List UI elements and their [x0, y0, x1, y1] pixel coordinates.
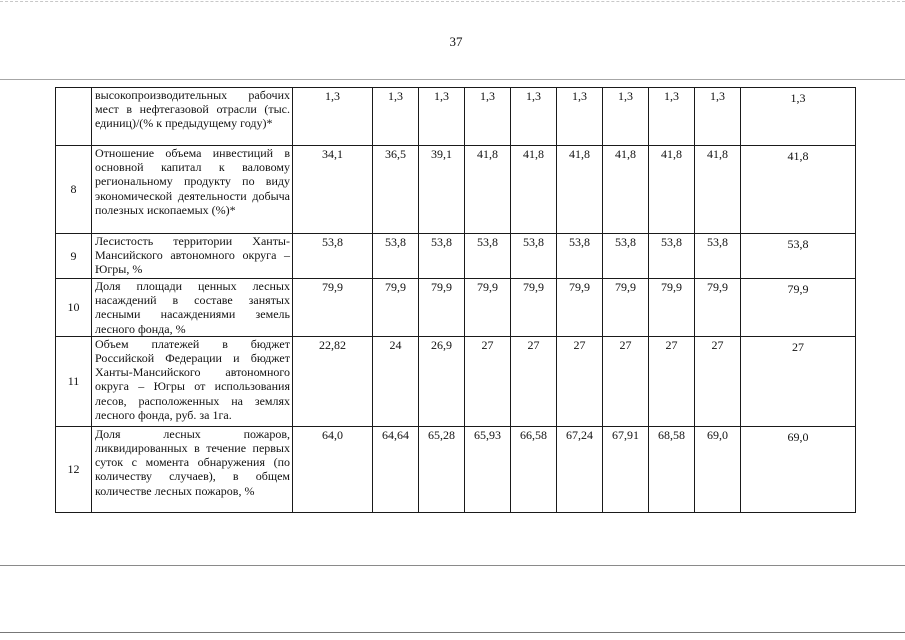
page-lower-rule	[0, 565, 905, 566]
indicator-value-cell: 53,8	[293, 234, 373, 279]
indicator-description: высокопроизводительных рабочих мест в нефтегазовой отрасли (тыс. единиц)/(% к предыдущему году)*	[92, 88, 293, 146]
indicator-value-cell: 66,58	[511, 426, 557, 512]
indicator-description: Доля лесных пожаров, ликвидированных в течение первых суток с момента обнаружения (по количеству случаев), в общем количестве лесных пожаров, %	[92, 426, 293, 512]
table-row	[56, 336, 856, 426]
indicator-value-cell: 65,93	[465, 426, 511, 512]
indicator-value-cell: 41,8	[557, 146, 603, 234]
indicator-value-cell: 27	[695, 336, 741, 426]
row-number: 9	[56, 234, 92, 279]
indicator-value-cell: 39,1	[419, 146, 465, 234]
indicator-value-cell: 27	[557, 336, 603, 426]
indicator-value-cell: 1,3	[557, 88, 603, 146]
indicator-value-cell: 79,9	[741, 279, 856, 337]
indicator-value-cell: 53,8	[511, 234, 557, 279]
indicator-value-cell: 64,0	[293, 426, 373, 512]
indicator-value-cell: 69,0	[741, 426, 856, 512]
table-row	[56, 146, 856, 234]
indicator-value-cell: 67,91	[603, 426, 649, 512]
indicators-table	[55, 87, 856, 513]
indicator-value-cell: 41,8	[465, 146, 511, 234]
indicator-value-cell: 1,3	[465, 88, 511, 146]
indicator-value-cell: 41,8	[741, 146, 856, 234]
indicator-value-cell: 34,1	[293, 146, 373, 234]
indicator-value-cell: 27	[465, 336, 511, 426]
table-row	[56, 88, 856, 146]
indicator-value-cell: 79,9	[649, 279, 695, 337]
indicator-value-cell: 1,3	[373, 88, 419, 146]
indicator-value-cell: 53,8	[741, 234, 856, 279]
row-number: 10	[56, 279, 92, 337]
page-bottom-edge	[0, 632, 905, 633]
table-row	[56, 234, 856, 279]
indicator-value-cell: 1,3	[741, 88, 856, 146]
indicator-value-cell: 1,3	[419, 88, 465, 146]
indicator-value-cell: 1,3	[603, 88, 649, 146]
indicator-value-cell: 68,58	[649, 426, 695, 512]
indicator-value-cell: 67,24	[557, 426, 603, 512]
indicator-value-cell: 1,3	[649, 88, 695, 146]
indicator-value-cell: 79,9	[695, 279, 741, 337]
indicator-value-cell: 24	[373, 336, 419, 426]
row-number: 8	[56, 146, 92, 234]
indicator-value-cell: 53,8	[603, 234, 649, 279]
row-number: 11	[56, 336, 92, 426]
page-top-edge	[0, 1, 905, 2]
indicator-value-cell: 27	[649, 336, 695, 426]
indicator-value-cell: 79,9	[373, 279, 419, 337]
indicator-description: Доля площади ценных лесных насаждений в составе занятых лесными насаждениями земель лесного фонда, %	[92, 279, 293, 337]
row-number	[56, 88, 92, 146]
indicator-value-cell: 53,8	[695, 234, 741, 279]
indicator-value-cell: 79,9	[511, 279, 557, 337]
indicator-value-cell: 79,9	[603, 279, 649, 337]
indicator-value-cell: 53,8	[649, 234, 695, 279]
page-number: 37	[449, 34, 463, 49]
indicator-value-cell: 1,3	[293, 88, 373, 146]
table-body	[56, 88, 856, 513]
indicator-description: Объем платежей в бюджет Российской Федерации и бюджет Ханты-Мансийского автономного округа – Югры от использования лесов, расположенных на землях лесного фонда, руб. за 1га.	[92, 336, 293, 426]
indicator-value-cell: 79,9	[465, 279, 511, 337]
indicator-value-cell: 41,8	[603, 146, 649, 234]
indicator-value-cell: 64,64	[373, 426, 419, 512]
indicator-value-cell: 41,8	[695, 146, 741, 234]
indicator-value-cell: 53,8	[465, 234, 511, 279]
indicator-value-cell: 53,8	[557, 234, 603, 279]
header-divider	[0, 79, 905, 80]
indicator-value-cell: 79,9	[557, 279, 603, 337]
indicator-value-cell: 79,9	[419, 279, 465, 337]
indicator-value-cell: 22,82	[293, 336, 373, 426]
indicator-value-cell: 27	[741, 336, 856, 426]
indicator-value-cell: 69,0	[695, 426, 741, 512]
indicator-value-cell: 1,3	[511, 88, 557, 146]
table-row	[56, 279, 856, 337]
indicator-value-cell: 26,9	[419, 336, 465, 426]
row-number: 12	[56, 426, 92, 512]
indicator-value-cell: 53,8	[373, 234, 419, 279]
indicator-value-cell: 41,8	[511, 146, 557, 234]
indicator-value-cell: 27	[603, 336, 649, 426]
indicator-value-cell: 41,8	[649, 146, 695, 234]
indicator-description: Отношение объема инвестиций в основной капитал к валовому региональному продукту по виду экономической деятельности добыча полезных ископаемых (%)*	[92, 146, 293, 234]
table-row	[56, 426, 856, 512]
indicator-value-cell: 65,28	[419, 426, 465, 512]
indicator-description: Лесистость территории Ханты-Мансийского автономного округа – Югры, %	[92, 234, 293, 279]
indicator-value-cell: 79,9	[293, 279, 373, 337]
indicator-value-cell: 1,3	[695, 88, 741, 146]
indicator-value-cell: 27	[511, 336, 557, 426]
indicator-value-cell: 36,5	[373, 146, 419, 234]
indicator-value-cell: 53,8	[419, 234, 465, 279]
